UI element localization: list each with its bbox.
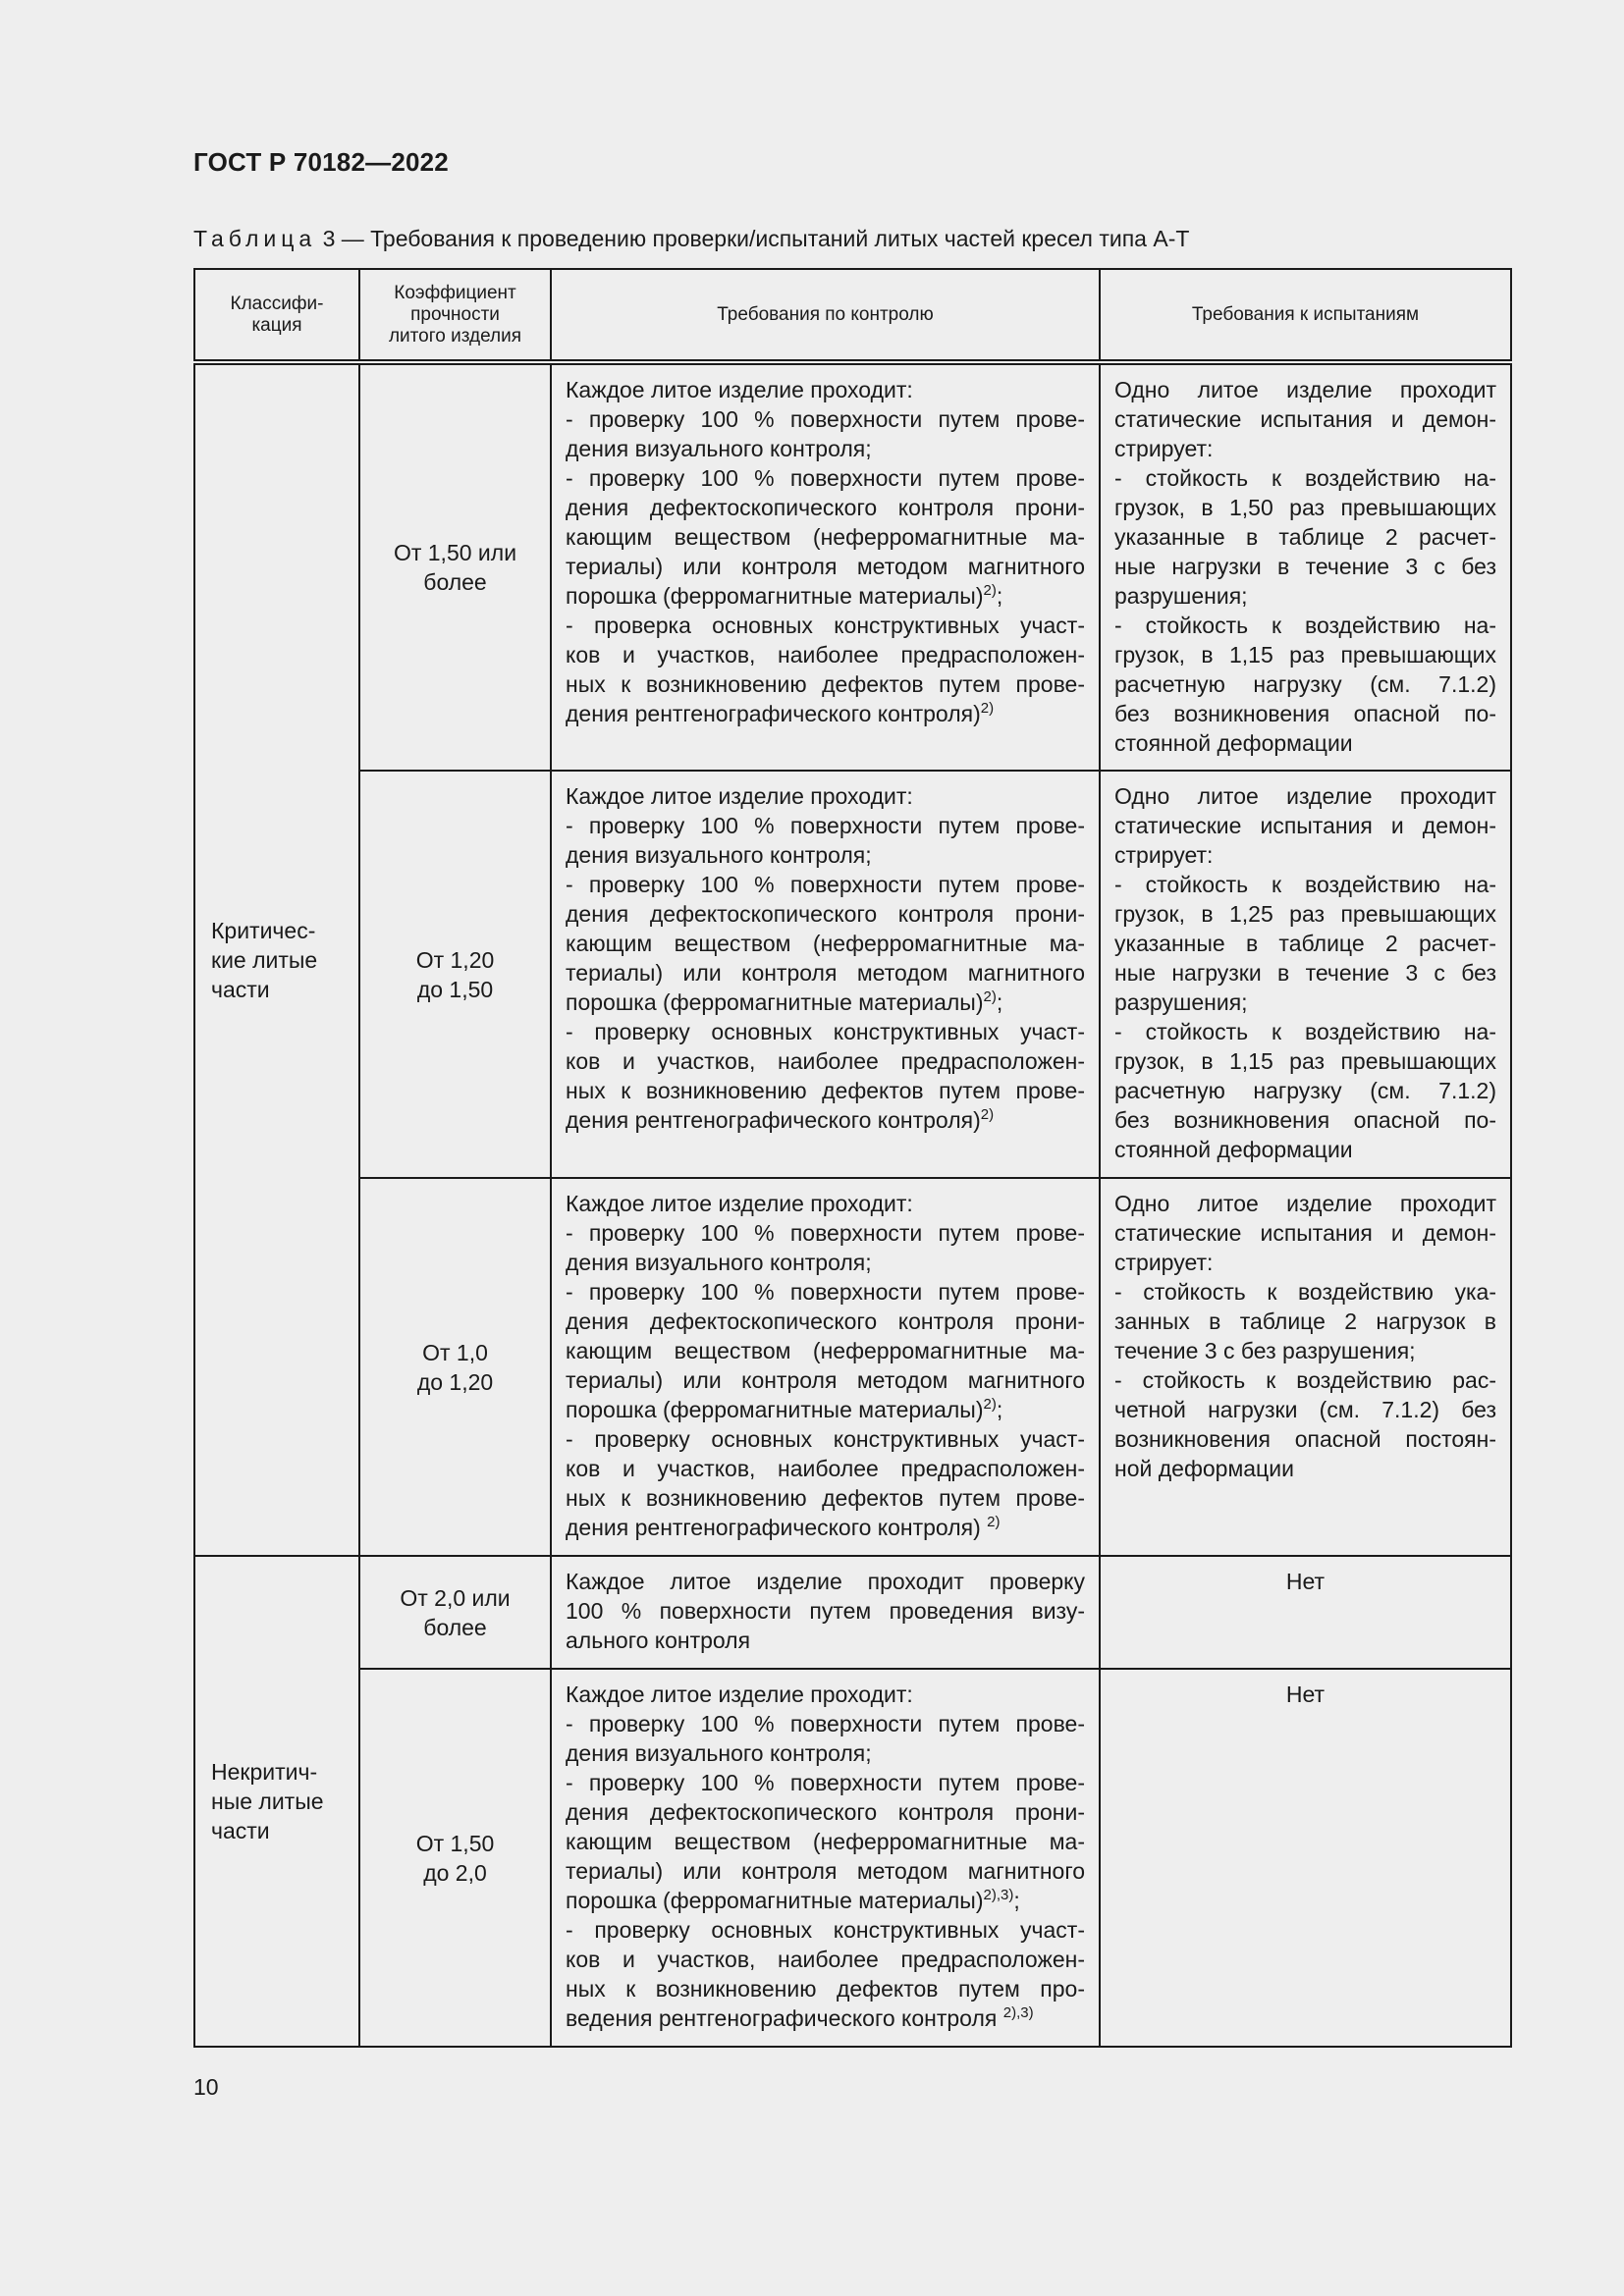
coefficient-cell: От 1,50 или более bbox=[359, 362, 551, 771]
coefficient-cell: От 1,0 до 1,20 bbox=[359, 1178, 551, 1556]
header-testing: Требования к испытаниям bbox=[1100, 269, 1511, 362]
test-requirements-cell: Нет bbox=[1100, 1669, 1511, 2047]
control-requirements-cell: Каждое литое изделие проходит: - проверку 100 % поверхности путем прове- дения визуального контроля; - проверку 100 % поверхности путем прове- дения дефектоскопического контроля прони- кающим веществом (неферромагнитные ма- териалы) или контроля методом магнитного порошка (ферромагнитные материалы)$^{2)}$; - проверку основных конструктивных участ- ков и участков, наиболее предрасположен- ных к возникновению дефектов путем прове- дения рентгенографического контроля) $^{2)}$ bbox=[551, 1178, 1100, 1556]
group-noncritical-cell: Некритич- ные литые части bbox=[194, 1556, 359, 2047]
document-header: ГОСТ Р 70182—2022 bbox=[193, 147, 449, 177]
coefficient-cell: От 2,0 или более bbox=[359, 1556, 551, 1669]
test-requirements-cell: Одно литое изделие проходит статические испытания и демон- стрирует: - стойкость к воздействию ука- занных в таблице 2 нагрузок в течение 3 с без разрушения; - стойкость к воздействию рас- четной нагрузки (см. 7.1.2) без возникновения опасной постоян- ной деформации bbox=[1100, 1178, 1511, 1556]
table-caption-title: — Требования к проведению проверки/испытаний литых частей кресел типа А-Т bbox=[335, 226, 1190, 251]
table-caption bbox=[193, 226, 1189, 252]
table-row bbox=[194, 771, 1511, 1178]
control-requirements-cell: Каждое литое изделие проходит проверку 100 % поверхности путем проведения визу- ального контроля bbox=[551, 1556, 1100, 1669]
control-requirements-cell: Каждое литое изделие проходит: - проверку 100 % поверхности путем прове- дения визуального контроля; - проверку 100 % поверхности путем прове- дения дефектоскопического контроля прони- кающим веществом (неферромагнитные ма- териалы) или контроля методом магнитного порошка (ферромагнитные материалы)$^{2),3)}$; - проверку основных конструктивных участ- ков и участков, наиболее предрасположен- ных к возникновению дефектов путем про- ведения рентгенографического контроля $^{2),3)}$ bbox=[551, 1669, 1100, 2047]
header-classification: Классифи- кация bbox=[194, 269, 359, 362]
coefficient-cell: От 1,20 до 1,50 bbox=[359, 771, 551, 1178]
group-critical-cell: Критичес- кие литые части bbox=[194, 362, 359, 1556]
header-coefficient: Коэффициент прочности литого изделия bbox=[359, 269, 551, 362]
requirements-table bbox=[193, 268, 1512, 2048]
table-row bbox=[194, 362, 1511, 771]
control-requirements-cell: Каждое литое изделие проходит: - проверку 100 % поверхности путем прове- дения визуального контроля; - проверку 100 % поверхности путем прове- дения дефектоскопического контроля прони- кающим веществом (неферромагнитные ма- териалы) или контроля методом магнитного порошка (ферромагнитные материалы)$^{2)}$; - проверку основных конструктивных участ- ков и участков, наиболее предрасположен- ных к возникновению дефектов путем прове- дения рентгенографического контроля)$^{2)}$ bbox=[551, 771, 1100, 1178]
header-control: Требования по контролю bbox=[551, 269, 1100, 362]
table-row bbox=[194, 1669, 1511, 2047]
test-requirements-cell: Нет bbox=[1100, 1556, 1511, 1669]
table-caption-label: Таблица bbox=[193, 226, 317, 251]
table-caption-number: 3 bbox=[322, 226, 336, 251]
control-requirements-cell: Каждое литое изделие проходит: - проверку 100 % поверхности путем прове- дения визуального контроля; - проверку 100 % поверхности путем прове- дения дефектоскопического контроля прони- кающим веществом (неферромагнитные ма- териалы) или контроля методом магнитного порошка (ферромагнитные материалы)$^{2)}$; - проверка основных конструктивных участ- ков и участков, наиболее предрасположен- ных к возникновению дефектов путем прове- дения рентгенографического контроля)$^{2)}$ bbox=[551, 362, 1100, 771]
test-requirements-cell: Одно литое изделие проходит статические испытания и демон- стрирует: - стойкость к воздействию на- грузок, в 1,25 раз превышающих указанные в таблице 2 расчет- ные нагрузки в течение 3 с без разрушения; - стойкость к воздействию на- грузок, в 1,15 раз превышающих расчетную нагрузку (см. 7.1.2) без возникновения опасной по- стоянной деформации bbox=[1100, 771, 1511, 1178]
table-header-row bbox=[194, 269, 1511, 362]
table-row bbox=[194, 1178, 1511, 1556]
table-row bbox=[194, 1556, 1511, 1669]
page-number: 10 bbox=[193, 2074, 219, 2100]
coefficient-cell: От 1,50 до 2,0 bbox=[359, 1669, 551, 2047]
test-requirements-cell: Одно литое изделие проходит статические испытания и демон- стрирует: - стойкость к воздействию на- грузок, в 1,50 раз превышающих указанные в таблице 2 расчет- ные нагрузки в течение 3 с без разрушения; - стойкость к воздействию на- грузок, в 1,15 раз превышающих расчетную нагрузку (см. 7.1.2) без возникновения опасной по- стоянной деформации bbox=[1100, 362, 1511, 771]
